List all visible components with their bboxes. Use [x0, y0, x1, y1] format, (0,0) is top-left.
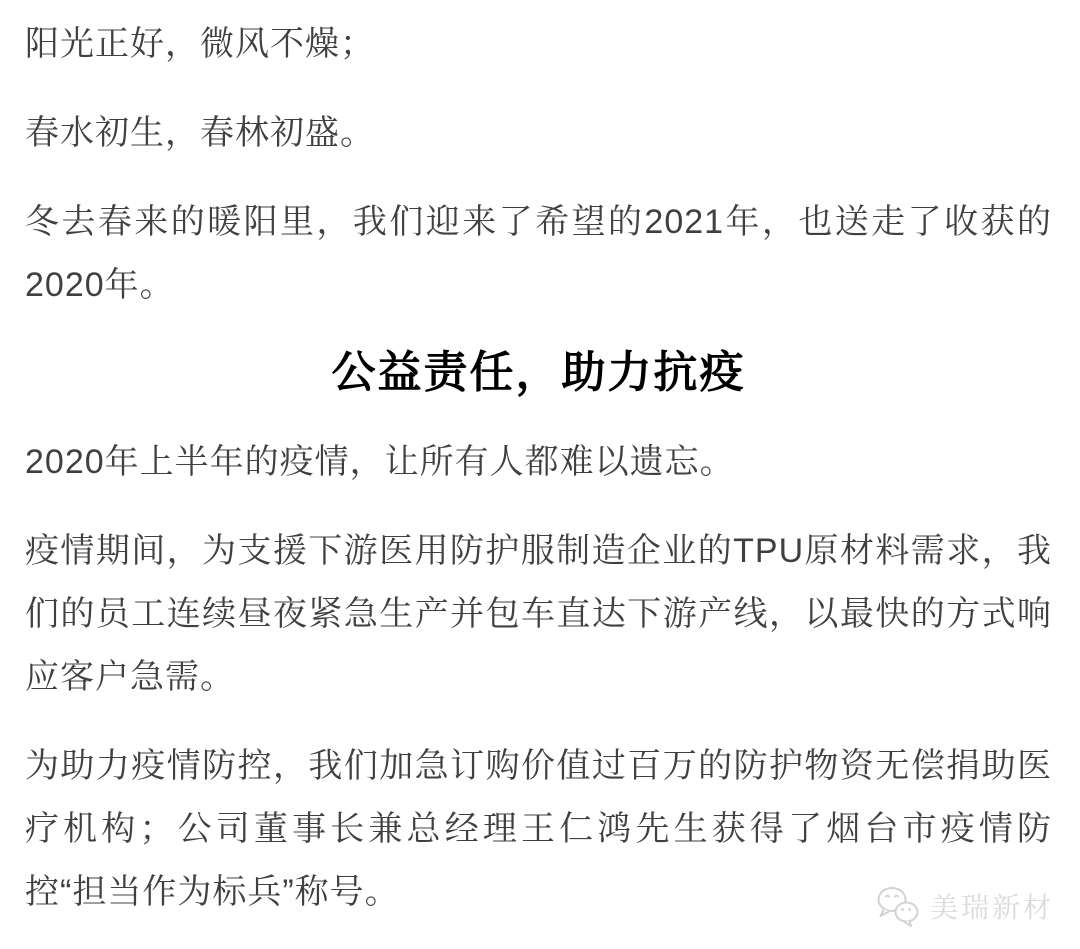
watermark-label: 美瑞新材 [929, 892, 1054, 923]
paragraph-6: 为助力疫情防控，我们加急订购价值过百万的防护物资无偿捐助医疗机构；公司董事长兼总经理王仁鸿先生获得了烟台市疫情防控“担当作为标兵”称号。 [25, 747, 1052, 911]
section-heading: 公益责任，助力抗疫 [331, 348, 746, 397]
paragraph-3: 冬去春来的暖阳里，我们迎来了希望的2021年，也送走了收获的2020年。 [25, 203, 1052, 304]
paragraph-2: 春水初生，春林初盛。 [25, 114, 375, 152]
paragraph-1: 阳光正好，微风不燥； [25, 25, 375, 63]
paragraph-4: 2020年上半年的疫情，让所有人都难以遗忘。 [25, 443, 735, 481]
paragraph-5: 疫情期间，为支援下游医用防护服制造企业的TPU原材料需求，我们的员工连续昼夜紧急生产并包车直达下游产线，以最快的方式响应客户急需。 [25, 532, 1052, 696]
